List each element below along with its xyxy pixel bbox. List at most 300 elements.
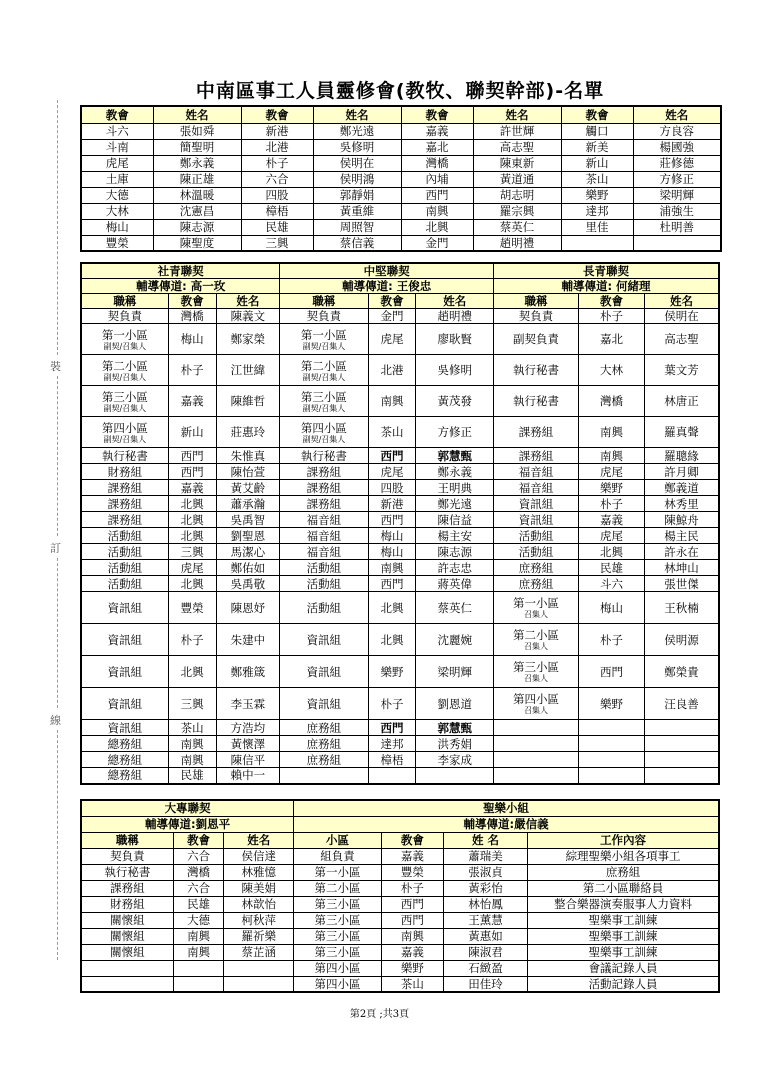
church-name: 嘉北 — [579, 324, 645, 355]
member-name: 侯明在 — [313, 155, 401, 171]
church-name: 南興 — [381, 928, 443, 944]
church-name: 南興 — [173, 944, 224, 960]
member-name: 林歆怡 — [224, 896, 294, 912]
member-name: 朱建中 — [216, 624, 280, 656]
district: 第三小區 — [294, 944, 382, 960]
role: 財務組 — [81, 896, 173, 912]
church-name: 斗六 — [579, 576, 645, 592]
member-name: 陳志源 — [416, 544, 494, 560]
church-name: 北興 — [168, 496, 216, 512]
column-header-church: 教會 — [81, 106, 153, 123]
church-name: 梅山 — [368, 544, 416, 560]
role — [81, 417, 168, 448]
empty-cell — [579, 752, 645, 768]
role: 課務組 — [494, 417, 579, 448]
member-name: 侯信達 — [224, 848, 294, 864]
church-name: 朴子 — [579, 624, 645, 656]
work-content: 整合樂器演奏服事人力資料 — [528, 896, 719, 912]
member-name: 許世輝 — [473, 123, 561, 139]
member-name: 羅聰緣 — [644, 448, 719, 464]
column-header: 姓 名 — [443, 832, 527, 848]
member-name: 黃惠如 — [443, 928, 527, 944]
table-row — [81, 768, 719, 784]
church-name: 斗南 — [81, 139, 153, 155]
church-name: 達邦 — [561, 203, 633, 219]
role — [81, 324, 168, 355]
member-name: 劉聖恩 — [216, 528, 280, 544]
role — [494, 624, 579, 656]
role-subtitle: 副契/召集人 — [302, 341, 346, 351]
empty-cell — [494, 768, 579, 784]
church-name: 朴子 — [241, 155, 313, 171]
member-name: 鄭光遠 — [416, 496, 494, 512]
role: 課務組 — [280, 480, 368, 496]
church-name: 北興 — [168, 656, 216, 688]
member-name: 黃重維 — [313, 203, 401, 219]
role-title: 第一小區 — [513, 596, 560, 610]
role: 執行秘書 — [81, 448, 168, 464]
role: 福音組 — [494, 480, 579, 496]
member-name: 陳信平 — [216, 752, 280, 768]
table-row — [81, 656, 719, 688]
church-name: 北港 — [368, 355, 416, 386]
member-name: 楊主安 — [416, 528, 494, 544]
member-name: 趙明禮 — [473, 235, 561, 251]
church-name: 朴子 — [579, 309, 645, 324]
member-name: 江世緯 — [216, 355, 280, 386]
column-header: 教會 — [381, 832, 443, 848]
column-header: 小區 — [294, 832, 382, 848]
church-name: 六合 — [173, 848, 224, 864]
table-row — [81, 448, 719, 464]
column-header: 職稱 — [81, 832, 173, 848]
member-name: 鄭家榮 — [216, 324, 280, 355]
column-header-name: 姓名 — [473, 106, 561, 123]
member-name: 黃茂發 — [416, 386, 494, 417]
member-name: 柯秋萍 — [224, 912, 294, 928]
member-name: 陳正雄 — [153, 171, 241, 187]
table-row — [81, 736, 719, 752]
column-header-church: 教會 — [241, 106, 313, 123]
column-header: 教會 — [173, 832, 224, 848]
church-name: 南興 — [401, 203, 473, 219]
table-row — [81, 386, 719, 417]
church-name: 西門 — [168, 448, 216, 464]
member-name: 陳東新 — [473, 155, 561, 171]
table-row — [81, 624, 719, 656]
table-row — [81, 355, 719, 386]
church-name: 金門 — [401, 235, 473, 251]
church-name: 土庫 — [81, 171, 153, 187]
role: 總務組 — [81, 768, 168, 784]
role-title: 第一小區 — [300, 327, 347, 342]
role: 總務組 — [81, 736, 168, 752]
table-row — [81, 976, 719, 992]
table-row — [81, 576, 719, 592]
member-name: 莊修德 — [633, 155, 721, 171]
church-name: 達邦 — [368, 736, 416, 752]
table-row — [81, 912, 719, 928]
member-name: 蕭瑞美 — [443, 848, 527, 864]
member-name: 石緻盈 — [443, 960, 527, 976]
member-name: 林唐正 — [644, 386, 719, 417]
table-row — [81, 139, 721, 155]
member-name: 杜明善 — [633, 219, 721, 235]
column-header-church: 教會 — [401, 106, 473, 123]
role-title: 第二小區 — [300, 358, 347, 373]
role: 總務組 — [81, 752, 168, 768]
member-name: 蔡信義 — [313, 235, 401, 251]
role: 契負責 — [494, 309, 579, 324]
member-name: 朱惟真 — [216, 448, 280, 464]
member-name: 陳美娟 — [224, 880, 294, 896]
church-name: 北興 — [168, 576, 216, 592]
church-name: 朴子 — [368, 688, 416, 720]
role: 課務組 — [81, 880, 173, 896]
role: 執行秘書 — [280, 448, 368, 464]
role: 庶務組 — [280, 720, 368, 736]
member-name: 黃彩怡 — [443, 880, 527, 896]
district: 第三小區 — [294, 912, 382, 928]
role: 資訊組 — [280, 624, 368, 656]
church-name — [173, 960, 224, 976]
church-name: 大林 — [81, 203, 153, 219]
church-name: 北興 — [168, 528, 216, 544]
member-name: 許月卿 — [644, 464, 719, 480]
page-title: 中南區事工人員靈修會(教牧、聯契幹部)-名單 — [195, 80, 605, 102]
role-title: 第一小區 — [101, 327, 148, 342]
role-subtitle: 副契/召集人 — [302, 372, 346, 382]
role-subtitle: 副契/召集人 — [103, 341, 147, 351]
member-name: 林溫暖 — [153, 187, 241, 203]
member-name: 羅宗興 — [473, 203, 561, 219]
role: 資訊組 — [81, 688, 168, 720]
church-name: 南興 — [579, 417, 645, 448]
role: 活動組 — [81, 528, 168, 544]
church-name — [368, 768, 416, 784]
member-name: 李家成 — [416, 752, 494, 768]
church-name: 北興 — [368, 624, 416, 656]
member-name: 陳聖度 — [153, 235, 241, 251]
role — [494, 656, 579, 688]
church-name: 民雄 — [168, 768, 216, 784]
church-name — [561, 235, 633, 251]
member-name: 王明典 — [416, 480, 494, 496]
member-name: 蕭承瀚 — [216, 496, 280, 512]
member-name: 陳義文 — [216, 309, 280, 324]
choir-mentor: 輔導傳道:嚴信義 — [294, 816, 719, 832]
church-name: 茶山 — [168, 720, 216, 736]
college-mentor: 輔導傳道:劉恩平 — [81, 816, 294, 832]
table-row — [81, 309, 719, 324]
table-row — [81, 512, 719, 528]
member-name: 賴中一 — [216, 768, 280, 784]
binding-char-3: 線 — [50, 714, 61, 727]
role-title: 第四小區 — [300, 420, 347, 435]
member-name: 蔡芷涵 — [224, 944, 294, 960]
member-name: 田佳玲 — [443, 976, 527, 992]
member-name: 吳修明 — [313, 139, 401, 155]
role: 執行秘書 — [81, 864, 173, 880]
table-row — [81, 417, 719, 448]
church-name: 南興 — [368, 560, 416, 576]
table-row — [81, 123, 721, 139]
table-row — [81, 720, 719, 736]
church-name: 灣橋 — [173, 864, 224, 880]
role: 財務組 — [81, 464, 168, 480]
empty-cell — [494, 752, 579, 768]
member-name: 蔡英仁 — [416, 592, 494, 624]
church-name: 里佳 — [561, 219, 633, 235]
empty-cell — [494, 736, 579, 752]
table-row — [81, 592, 719, 624]
role: 資訊組 — [494, 496, 579, 512]
table-row — [81, 528, 719, 544]
work-content: 綜理聖樂小組各項事工 — [528, 848, 719, 864]
work-content: 活動記錄人員 — [528, 976, 719, 992]
district: 第二小區 — [294, 880, 382, 896]
role-subtitle: 召集人 — [524, 642, 549, 651]
column-header: 職稱 — [494, 294, 579, 309]
college-fellowship-name: 大專聯契 — [81, 800, 294, 816]
role: 活動組 — [494, 544, 579, 560]
member-name: 陳信益 — [416, 512, 494, 528]
role: 資訊組 — [280, 656, 368, 688]
member-name: 廖耿賢 — [416, 324, 494, 355]
district: 第一小區 — [294, 864, 382, 880]
member-name: 梁明輝 — [416, 656, 494, 688]
church-name: 四股 — [368, 480, 416, 496]
church-name: 六合 — [241, 171, 313, 187]
member-name: 張如舜 — [153, 123, 241, 139]
church-name: 西門 — [368, 512, 416, 528]
role-subtitle: 召集人 — [524, 610, 549, 619]
column-header: 職稱 — [81, 294, 168, 309]
member-name: 鄭永義 — [416, 464, 494, 480]
church-name: 斗六 — [81, 123, 153, 139]
table-row — [81, 960, 719, 976]
church-name: 嘉義 — [381, 944, 443, 960]
empty-cell — [644, 720, 719, 736]
role-subtitle: 副契/召集人 — [302, 403, 346, 413]
column-header-name: 姓名 — [313, 106, 401, 123]
role-subtitle: 副契/召集人 — [103, 372, 147, 382]
column-header: 姓名 — [224, 832, 294, 848]
church-name: 虎尾 — [368, 324, 416, 355]
role — [81, 960, 173, 976]
fellowship-mentor: 輔導傳道: 高一玫 — [81, 279, 280, 294]
role — [280, 768, 368, 784]
church-name: 三興 — [168, 688, 216, 720]
role: 課務組 — [280, 496, 368, 512]
church-name: 灣橋 — [401, 155, 473, 171]
church-name: 北興 — [401, 219, 473, 235]
empty-cell — [644, 736, 719, 752]
member-name: 楊主民 — [644, 528, 719, 544]
role-title: 第四小區 — [513, 692, 560, 706]
role: 活動組 — [280, 592, 368, 624]
church-name: 三興 — [168, 544, 216, 560]
church-name: 豐榮 — [168, 592, 216, 624]
column-header: 姓名 — [416, 294, 494, 309]
church-name: 民雄 — [173, 896, 224, 912]
column-header: 教會 — [579, 294, 645, 309]
member-name: 方良容 — [633, 123, 721, 139]
table-row — [81, 464, 719, 480]
table-row — [81, 688, 719, 720]
role: 福音組 — [280, 544, 368, 560]
church-name: 北港 — [241, 139, 313, 155]
member-name: 鄭佑如 — [216, 560, 280, 576]
fellowships-table — [80, 262, 720, 785]
member-name: 王秋楠 — [644, 592, 719, 624]
member-name: 羅真聲 — [644, 417, 719, 448]
church-name: 虎尾 — [368, 464, 416, 480]
district: 第三小區 — [294, 896, 382, 912]
fellowship-name: 社青聯契 — [81, 263, 280, 279]
role: 關懷組 — [81, 912, 173, 928]
role-title: 第三小區 — [101, 389, 148, 404]
role-title: 第三小區 — [513, 660, 560, 674]
church-name: 西門 — [401, 187, 473, 203]
table-row — [81, 880, 719, 896]
member-name: 吳禹敬 — [216, 576, 280, 592]
member-name: 周照智 — [313, 219, 401, 235]
member-name: 高志聖 — [644, 324, 719, 355]
member-name: 蔡英仁 — [473, 219, 561, 235]
roster-table — [80, 105, 722, 252]
role: 福音組 — [494, 464, 579, 480]
member-name: 李玉霖 — [216, 688, 280, 720]
member-name: 侯明源 — [644, 624, 719, 656]
member-name: 陳維哲 — [216, 386, 280, 417]
church-name: 民雄 — [579, 560, 645, 576]
table-row — [81, 235, 721, 251]
empty-cell — [644, 752, 719, 768]
member-name: 胡志明 — [473, 187, 561, 203]
role: 執行秘書 — [494, 386, 579, 417]
role: 契負責 — [280, 309, 368, 324]
church-name: 北興 — [579, 544, 645, 560]
role — [494, 592, 579, 624]
church-name: 金門 — [368, 309, 416, 324]
church-name: 北興 — [368, 592, 416, 624]
church-name: 大德 — [173, 912, 224, 928]
member-name: 張淑貞 — [443, 864, 527, 880]
church-name: 北興 — [168, 512, 216, 528]
roster-header-row — [81, 106, 721, 123]
church-name: 三興 — [241, 235, 313, 251]
member-name: 郭慧甄 — [416, 448, 494, 464]
member-name: 浦強生 — [633, 203, 721, 219]
church-name: 虎尾 — [168, 560, 216, 576]
church-name: 新港 — [241, 123, 313, 139]
table-row — [81, 848, 719, 864]
member-name — [633, 235, 721, 251]
member-name: 郭慧甄 — [416, 720, 494, 736]
binding-line — [57, 558, 58, 708]
role-title: 第二小區 — [513, 628, 560, 642]
member-name: 馬潔心 — [216, 544, 280, 560]
role: 課務組 — [280, 464, 368, 480]
role: 課務組 — [494, 448, 579, 464]
member-name: 黃道通 — [473, 171, 561, 187]
member-name: 劉恩道 — [416, 688, 494, 720]
work-content: 聖樂事工訓練 — [528, 912, 719, 928]
church-name: 樟梧 — [241, 203, 313, 219]
member-name: 沈憲昌 — [153, 203, 241, 219]
member-name: 鄭義道 — [644, 480, 719, 496]
table-row — [81, 187, 721, 203]
role: 課務組 — [81, 512, 168, 528]
role-subtitle: 副契/召集人 — [302, 434, 346, 444]
church-name: 虎尾 — [579, 528, 645, 544]
role: 資訊組 — [494, 512, 579, 528]
member-name: 侯明鴻 — [313, 171, 401, 187]
church-name: 新港 — [368, 496, 416, 512]
empty-cell — [579, 736, 645, 752]
district: 組負責 — [294, 848, 382, 864]
member-name: 許永在 — [644, 544, 719, 560]
church-name: 四股 — [241, 187, 313, 203]
table-row — [81, 896, 719, 912]
member-name: 郭靜娟 — [313, 187, 401, 203]
church-name: 新美 — [561, 139, 633, 155]
church-name: 樂野 — [368, 656, 416, 688]
church-name: 虎尾 — [579, 464, 645, 480]
church-name: 民雄 — [241, 219, 313, 235]
member-name: 黃懷澤 — [216, 736, 280, 752]
member-name: 方修正 — [416, 417, 494, 448]
role — [81, 355, 168, 386]
column-header: 姓名 — [216, 294, 280, 309]
column-header-church: 教會 — [561, 106, 633, 123]
church-name: 茶山 — [381, 976, 443, 992]
church-name: 嘉北 — [401, 139, 473, 155]
church-name: 西門 — [579, 656, 645, 688]
group-name-row — [81, 800, 719, 816]
table-row — [81, 155, 721, 171]
church-name: 嘉義 — [168, 386, 216, 417]
role: 福音組 — [280, 528, 368, 544]
binding-line — [57, 730, 58, 960]
church-name: 梅山 — [81, 219, 153, 235]
church-name: 樂野 — [579, 688, 645, 720]
church-name: 新山 — [168, 417, 216, 448]
member-name: 陳淑君 — [443, 944, 527, 960]
role: 庶務組 — [494, 560, 579, 576]
role-title: 第二小區 — [101, 358, 148, 373]
member-name: 汪良善 — [644, 688, 719, 720]
table-row — [81, 171, 721, 187]
role: 活動組 — [494, 528, 579, 544]
group-mentor-row — [81, 816, 719, 832]
church-name: 西門 — [368, 576, 416, 592]
church-name: 虎尾 — [81, 155, 153, 171]
member-name: 陳志源 — [153, 219, 241, 235]
church-name: 大德 — [81, 187, 153, 203]
role: 庶務組 — [280, 736, 368, 752]
column-header: 教會 — [168, 294, 216, 309]
column-header: 職稱 — [280, 294, 368, 309]
church-name: 西門 — [368, 448, 416, 464]
role: 課務組 — [81, 496, 168, 512]
member-name: 林秀里 — [644, 496, 719, 512]
member-name: 梁明輝 — [633, 187, 721, 203]
church-name: 茶山 — [561, 171, 633, 187]
church-name: 朴子 — [168, 624, 216, 656]
member-name: 王薰慧 — [443, 912, 527, 928]
